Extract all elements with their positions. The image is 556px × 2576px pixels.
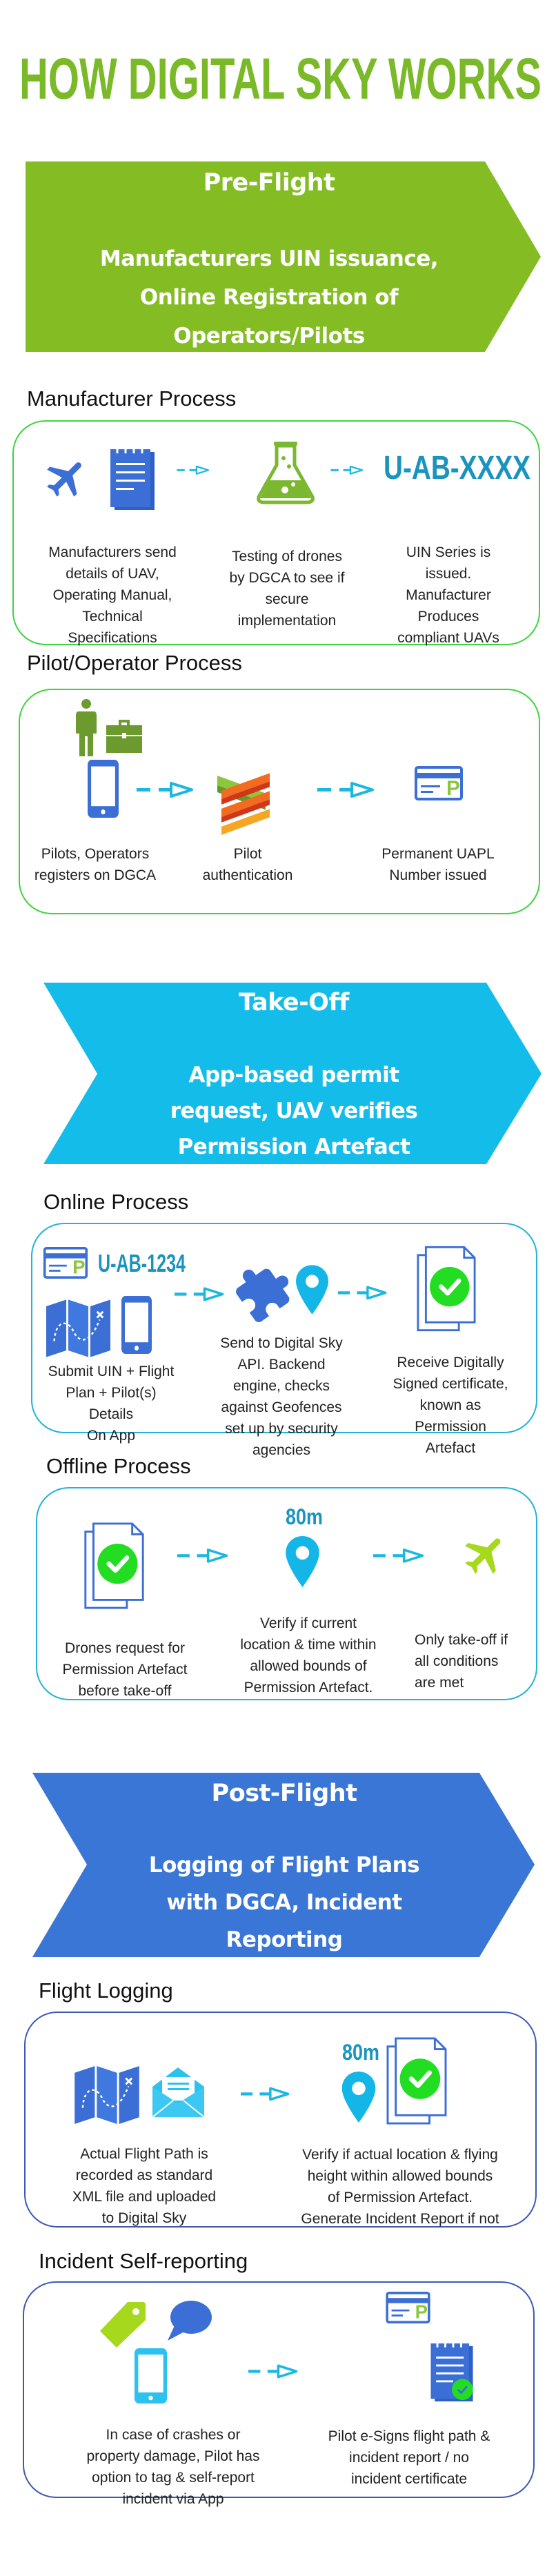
online-step-1-caption: Submit UIN + Flight Plan + Pilot(s) Details On App — [48, 1364, 175, 1444]
map-icon — [73, 2066, 141, 2124]
license-card-icon — [43, 1247, 88, 1279]
location-pin-icon — [284, 1536, 321, 1587]
incident-step-1-caption: In case of crashes or property damage, Pilot has option to tag & self-report incident via App — [86, 2427, 260, 2507]
pilot-process-label: Pilot/Operator Process — [27, 651, 242, 675]
pilot-step-2-caption: Pilot authentication — [202, 846, 293, 883]
page-title — [0, 46, 556, 111]
svg-text:U-AB-1234: U-AB-1234 — [98, 1249, 186, 1277]
briefcase-icon — [106, 720, 142, 753]
phone-icon — [121, 1296, 152, 1354]
preflight-heading: Pre-Flight — [203, 169, 335, 197]
signed-report-icon — [430, 2342, 476, 2401]
title-text: HOW DIGITAL SKY WORKS — [19, 46, 542, 111]
phone-icon — [88, 760, 119, 818]
arrow-icon — [241, 2086, 290, 2101]
arrow-icon — [248, 2363, 299, 2379]
map-icon — [46, 1299, 110, 1357]
postflight-heading: Post-Flight — [211, 1780, 357, 1807]
flight-logging-label: Flight Logging — [39, 1978, 173, 2003]
puzzle-api-icon — [235, 1260, 292, 1321]
postflight-subtitle: Logging of Flight Plans with DGCA, Incident Reporting — [148, 1853, 420, 1952]
manufacturer-step-1-caption: Manufacturers send details of UAV, Operating Manual, Technical Specifications — [48, 544, 177, 646]
license-card-icon — [384, 2292, 433, 2323]
license-card-icon — [415, 766, 463, 800]
svg-text:U-AB-XXXX: U-AB-XXXX — [384, 450, 530, 486]
altitude-label — [342, 2041, 381, 2063]
svg-text:80m: 80m — [286, 1504, 323, 1529]
arrow-icon — [177, 1548, 229, 1563]
uin-series-code — [384, 450, 531, 486]
pilot-step-1-caption: Pilots, Operators registers on DGCA — [34, 846, 157, 883]
phone-icon — [135, 2348, 167, 2403]
airplane-icon — [43, 447, 91, 509]
arrow-icon — [338, 1285, 388, 1300]
incident-step-2-caption: Pilot e-Signs flight path & incident report / no incident certificate — [328, 2428, 490, 2487]
person-icon — [76, 699, 97, 756]
arrow-icon — [195, 462, 228, 478]
offline-step-2-caption: Verify if current location & time within allowed bounds of Permission Artefact. — [240, 1615, 377, 1695]
offline-process-label: Offline Process — [46, 1454, 191, 1478]
offline-step-3-caption: Only take-off if all conditions are met — [415, 1632, 508, 1691]
speech-bubble-icon — [168, 2301, 212, 2341]
svg-text:80m: 80m — [342, 2040, 379, 2065]
location-pin-icon — [341, 2072, 377, 2123]
takeoff-heading: Take-Off — [239, 989, 349, 1016]
manufacturer-process-label: Manufacturer Process — [27, 386, 237, 411]
arrow-icon — [349, 462, 382, 478]
notepad-icon — [110, 448, 155, 510]
incident-reporting-label: Incident Self-reporting — [39, 2249, 248, 2273]
arrow-icon — [317, 781, 375, 798]
flask-icon — [257, 442, 314, 502]
arrow-icon — [373, 1548, 425, 1563]
takeoff-subtitle: App-based permit request, UAV verifies Permission Artefact — [170, 1063, 418, 1159]
online-step-2-caption: Send to Digital Sky API. Backend engine, checks against Geofences set up by security agencies — [220, 1335, 343, 1458]
airplane-takeoff-icon — [461, 1525, 510, 1584]
flight-logging-step-2-caption: Verify if actual location & flying height within allowed bounds of Permission Artefact. Generate Incident Report if not — [301, 2147, 499, 2227]
certificate-check-icon — [83, 1522, 146, 1609]
manufacturer-step-3-caption: UIN Series is issued. Manufacturer Produces compliant UAVs — [397, 544, 499, 646]
tag-icon — [100, 2302, 146, 2348]
preflight-subtitle: Manufacturers UIN issuance, Online Registration of Operators/Pilots — [99, 246, 439, 348]
pallets-authentication-icon — [217, 755, 280, 820]
manufacturer-step-2-caption: Testing of drones by DGCA to see if secure implementation — [229, 549, 345, 629]
arrow-icon — [175, 1286, 225, 1301]
uin-code — [98, 1249, 186, 1277]
pilot-step-3-caption: Permanent UAPL Number issued — [381, 846, 495, 883]
location-pin-icon — [296, 1265, 328, 1315]
online-process-label: Online Process — [43, 1190, 189, 1214]
flight-logging-step-1-caption: Actual Flight Path is recorded as standard XML file and uploaded to Digital Sky — [72, 2146, 217, 2226]
online-step-3-caption: Receive Digitally Signed certificate, known as Permission Artefact — [393, 1355, 508, 1456]
certificate-check-icon — [417, 1245, 476, 1333]
envelope-icon — [152, 2067, 204, 2117]
arrow-icon — [137, 781, 195, 798]
altitude-label — [286, 1505, 324, 1527]
offline-step-1-caption: Drones request for Permission Artefact before take-off — [62, 1640, 188, 1699]
certificate-check-icon — [385, 2037, 448, 2125]
